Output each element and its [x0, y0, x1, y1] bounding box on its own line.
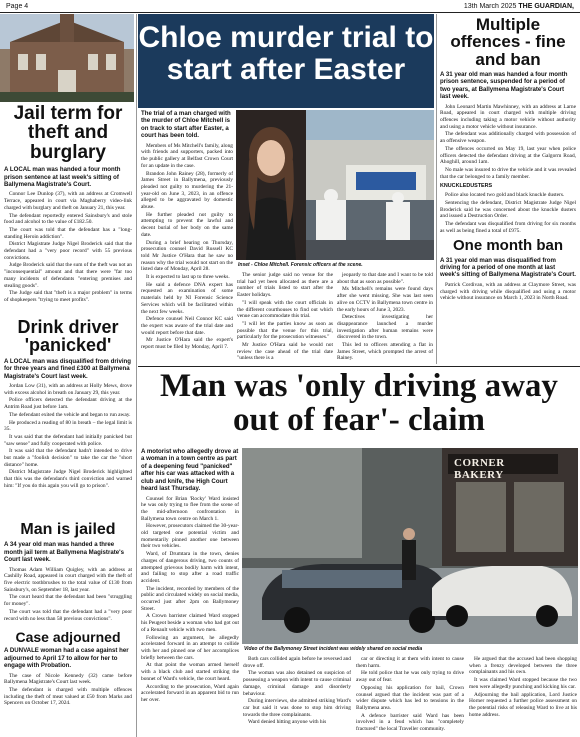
chloe-article — [141, 110, 233, 360]
paragraph: It was said that the defendant hadn't intended to drive but made a "foolish decision" to take the car the "short distance" home. — [4, 448, 132, 468]
fear-headline: Man was 'only driving away out of fear'- claim — [160, 370, 558, 438]
paragraph: Police also located two gold and black knuckle dusters. — [445, 192, 565, 199]
jailed-body — [4, 567, 132, 623]
drink-lead: A LOCAL man was disqualified from driving for three years and fined £300 at Ballymena Magistrate's Court last week. — [4, 357, 131, 380]
paragraph: It was said that the defendant had initially panicked but "saw sense" and fully cooperated with police. — [4, 433, 132, 447]
paragraph: A defence barrister said Ward has been involved in a feud which has "completely fractured" the local Traveller community. — [356, 712, 464, 733]
paragraph: The defendant was disqualified from driving for six months as well as being fined a total of £975. — [440, 220, 576, 234]
jail-headline: Jail term for theft and burglary — [13, 104, 123, 163]
paragraph: The Judge said that "theft is a major problem" in terms of shopkeepers "trying to meet profits". — [4, 290, 132, 303]
paragraph: Brandon John Rainey (28), formerly of James Street in Ballymena, previously pleaded not guilty to murdering the 21-year-old on June 3, 2023, in an offence alleged to be aggravated by domestic abuse. — [141, 170, 233, 211]
paragraph: He produced a reading of 80 in breath – the legal limit is 35. — [4, 419, 132, 433]
adjourned-body — [4, 673, 132, 708]
multiple-article — [440, 16, 576, 366]
courthouse-icon — [0, 14, 134, 102]
paragraph: He argued that the accused had been shopping when a frenzy developed between the three complainants and his own. — [469, 656, 577, 676]
page-number: Page 4 — [6, 3, 29, 10]
oneban-headline: One month ban — [453, 237, 563, 255]
adjourned-article — [4, 630, 132, 735]
chloe-lead: The trial of a man charged with the murder of Chloe Mitchell is on track to start after Easter, a court has been told. — [141, 110, 231, 140]
paragraph: The defendant reportedly entered Sainsbury's and stole food and alcohol to the value of £182.50. — [4, 212, 132, 226]
paragraph: The case of Nicole Kennedy (32) came before Ballymena Magistrate's Court last week. — [4, 672, 132, 686]
paragraph: It is expected to last up to three weeks. — [146, 274, 230, 281]
drink-article — [4, 318, 132, 491]
paragraph: A Crown barrister claimed Ward stopped his Peugeot beside a woman who had got out of a Renault vehicle with two men. — [141, 613, 239, 633]
multiple-body — [440, 104, 576, 235]
paragraph: No male was insured to drive the vehicle and it was revealed that the car belonged to a family member. — [440, 167, 576, 180]
fear-column-4 — [469, 656, 577, 737]
jail-article — [4, 104, 132, 305]
paragraph: John Leonard Martin Mawhinney, with an address at Larne Road, appeared in court charged with multiple driving offences including taking a motor vehicle without authority and using a motor vehicle without insurance. — [440, 103, 576, 130]
paragraph: The defendant was additionally charged with possession of an offensive weapon. — [440, 131, 576, 145]
paragraph: Counsel for Brian 'Rocky' Ward insisted he was only trying to flee from the scene of the mid-afternoon confrontation in Ballymena town centre on March 1. — [141, 495, 239, 522]
paragraph: Members of Ms Mitchell's family, along with friends and supporters, packed into the public gallery at Belfast Crown Court for an update in the case. — [141, 142, 233, 169]
chloe-portrait — [236, 110, 306, 260]
paragraph: Mr Justice O'Hara said the expert's report must be filed by Monday, April 7. — [141, 337, 233, 351]
jailed-article — [4, 522, 132, 623]
paragraph: The defendant is charged with multiple offences including the theft of meat valued at £50 from Marks and Spencers on October 17, 2024. — [4, 686, 132, 707]
paragraph: The court heard that the defendant had been "struggling for money". — [4, 594, 132, 608]
paragraph: During interviews, she admitted striking Ward's car but said it was done to stop him driving towards the three complainants. — [243, 698, 351, 718]
street-incident-photo — [242, 448, 578, 644]
paragraph: District Magistrate Judge Nigel Broderick highlighted that this was the defendant's third conviction and warned him: "If you do this again you will go to prison". — [4, 469, 132, 489]
paragraph: Judge Broderick said that the sum of the theft was not an "inconsequential" amount and that there were "far too many incidents of defendants "entering premises and stealing goods". — [4, 262, 132, 289]
paragraph: Detectives investigating her disappearance launched a murder investigation after human remains were discovered in the town. — [337, 314, 433, 341]
jailed-lead: A 34 year old man was handed a three month jail term at Ballymena Magistrate's Court last week. — [4, 541, 124, 564]
chloe-headline: Chloe murder trial to start after Easter — [138, 21, 434, 86]
paragraph: During a brief hearing on Thursday, prosecution counsel David Russell KC told Mr Justice O'Hara that he saw no reason why the trial would not start on the listed date of Monday, April 28. — [141, 239, 233, 273]
chloe-column-2 — [237, 272, 333, 362]
paragraph: District Magistrate Judge Nigel Broderick said that the defendant had a "very poor record" with 55 previous convictions. — [4, 241, 132, 261]
paragraph: Patrick Cordivan, with an address at Claymore Street, was charged with driving while disqualified and using a motor vehicle without insurance on March 1, 2023 in North Road. — [440, 281, 576, 302]
issue-date — [374, 3, 574, 10]
crime-scene-photo — [236, 110, 434, 260]
paragraph: The senior judge said no venue for the trial had yet been allocated as there are a number of trials listed to start after the Easter holidays. — [237, 272, 333, 299]
drink-headline: Drink driver 'panicked' — [17, 318, 119, 356]
chloe-caption: Inset - Chloe Mitchell. Forensic officers at the scene. — [238, 262, 363, 268]
paragraph: Ms Mitchell's remains were found days after she went missing. She was last seen alive on CCTV in Ballymena town centre in the early hours of June 3, 2023. — [337, 286, 433, 313]
issue-date-text: 13th March 2025 — [463, 3, 519, 10]
paragraph: Opposing his application for bail, Crown counsel argued that the incident was part of a wider dispute which has led to tensions in the Ballymena area. — [356, 684, 464, 711]
paragraph: He told police that he was only trying to drive away out of fear. — [356, 670, 464, 684]
fear-lead: A motorist who allegedly drove at a woman in a town centre as part of a deepening feud "panicked" after his car was attacked with a club and knife, the High Court heard last Thursday. — [141, 448, 239, 493]
fear-article — [141, 448, 239, 737]
paragraph: Police officers detected the defendant driving at the Antrim Road just before 1am. — [4, 397, 132, 411]
fear-column-2 — [243, 656, 351, 737]
paragraph: Defence counsel Neil Connor KC said the expert was aware of the trial date and would report before that date. — [141, 316, 233, 336]
jail-lead: A LOCAL man was handed a four month prison sentence at last week's sitting of Ballymena Magistrate's Court. — [4, 166, 121, 188]
chloe-column-3 — [337, 272, 433, 362]
multiple-headline: Multiple offences - fine and ban — [450, 16, 566, 69]
adjourned-headline: Case adjourned — [15, 630, 121, 645]
paragraph: At that point the woman armed herself with a black club and started striking the bonnet of Ward's vehicle, the court heard. — [141, 662, 239, 682]
paragraph: The offences occurred on May 19, last year when police officers detected the defendant driving at the Galgorm Road, Ahoghill, around 1am. — [440, 145, 576, 166]
paragraph: Both cars collided again before he reversed and drove off. — [243, 656, 351, 669]
paragraph: Mr Justice O'Hara said he would not review the case ahead of the trial date "unless there is a — [237, 342, 333, 362]
paragraph: Following an argument, he allegedly accelerated forward in an attempt to collide with her and pinned one of her accomplices briefly between the cars. — [141, 634, 239, 661]
paragraph: According to the prosecution, Ward again accelerated forward in an apparent bid to run her over. — [141, 683, 239, 703]
chloe-banner — [138, 14, 434, 108]
drink-body — [4, 383, 132, 490]
paragraph: "I will speak with the court officials in the different courthouses to find out which venue can accommodate this trial. — [237, 299, 333, 320]
paragraph: The court was told that the defendant had a "very poor record with no less than 58 previous convictions". — [4, 608, 132, 622]
paragraph: He further pleaded not guilty to attempting to prevent the lawful and decent burial of her body on the same date. — [141, 211, 233, 238]
paragraph: Thomas Adam William Quigley, with an address at Cashilly Road, appeared in court charged with the theft of five electric toothbrushes to the total value of £130 from Sainsbury's, on September 18, last year. — [4, 566, 132, 593]
paragraph: It was claimed Ward stopped because the two men were allegedly punching and kicking his car. — [469, 677, 577, 690]
portrait-icon — [236, 110, 306, 260]
oneban-body — [440, 282, 576, 302]
paragraph: car or directing it at them with intent to cause them harm. — [356, 656, 464, 669]
chloe-body — [141, 143, 233, 351]
paragraph: Jordan Low (31), with an address at Holly Mews, drove with excess alcohol in breath on January 29, this year. — [4, 382, 132, 396]
shop-sign: CORNER BAKERY — [454, 457, 505, 481]
paragraph: The woman was also detained on suspicion of possessing a weapon with intent to cause criminal damage, criminal damage and disorderly behaviour. — [243, 670, 351, 697]
paragraph: He said a defence DNA expert has requested an examination of some materials held by NI Forensic Science Services which will be facilitated within the next few weeks. — [141, 281, 233, 315]
fear-caption: Video of the Ballymoney Street incident was widely shared on social media — [244, 646, 423, 652]
paragraph: Adjourning the bail application, Lord Justice Horner requested a further police assessment on the potential risks of releasing Ward to live at his home address. — [469, 691, 577, 718]
paragraph: Ward denied hitting anyone with his — [248, 719, 327, 726]
paragraph: "I will let the parties know as soon as possible that the venue for this trial, particularly for the prosecution witnesses." — [237, 320, 333, 341]
paragraph: The incident, recorded by members of the public and circulated widely on social media, occurred just after 2pm on Ballymoney Street. — [141, 585, 239, 612]
paragraph: However, prosecutors claimed the 30-year-old targeted one potential victim and momentarily pinned another one between their two vehicles. — [141, 523, 239, 550]
paragraph: The defendant exited the vehicle and began to run away. — [9, 411, 131, 418]
paragraph: Ward, of Drumtara in the town, denies charges of dangerous driving, two counts of attempted grievous bodily harm with intent, and failing to stop after a road traffic accident. — [141, 551, 239, 584]
jail-body — [4, 191, 132, 303]
paragraph: This led to officers attending a flat in James Street, which prompted the arrest of Rainey. — [337, 342, 433, 362]
fear-body — [141, 496, 239, 704]
paragraph: Connor Lee Dunlop (37), with an address at Cromwell Terrace, appeared in court via Maghaberry video-link charged with burglary and theft on January 21, this year. — [4, 191, 132, 211]
fear-column-3 — [356, 656, 464, 737]
oneban-lead: A 31 year old man was disqualified from driving for a period of one month at last week's sitting of Ballymena Magistrate's Court. — [440, 256, 576, 279]
multiple-lead: A 31 year old man was handed a four month prison sentence, suspended for a period of two years, at Ballymena Magistrate's Court last week. — [440, 70, 568, 101]
paragraph: jeopardy to that date and I want to be told about that as soon as possible". — [337, 272, 433, 285]
adjourned-lead: A DUNVALE woman had a case against her adjourned to April 17 to allow for her to engage with Probation. — [4, 647, 129, 670]
subheading: KNUCKLEDUSTERS — [440, 183, 493, 190]
jailed-headline: Man is jailed — [20, 522, 116, 538]
courthouse-photo — [0, 14, 134, 102]
paper-name: THE GUARDIAN, — [518, 3, 574, 10]
paragraph: The court was told that the defendant has a "long-standing Heroin addiction". — [4, 226, 132, 240]
paragraph: Sentencing the defendant, District Magistrate Judge Nigel Broderick said he was concerned about the knuckle dusters and issued a Destruction Order. — [440, 199, 576, 220]
